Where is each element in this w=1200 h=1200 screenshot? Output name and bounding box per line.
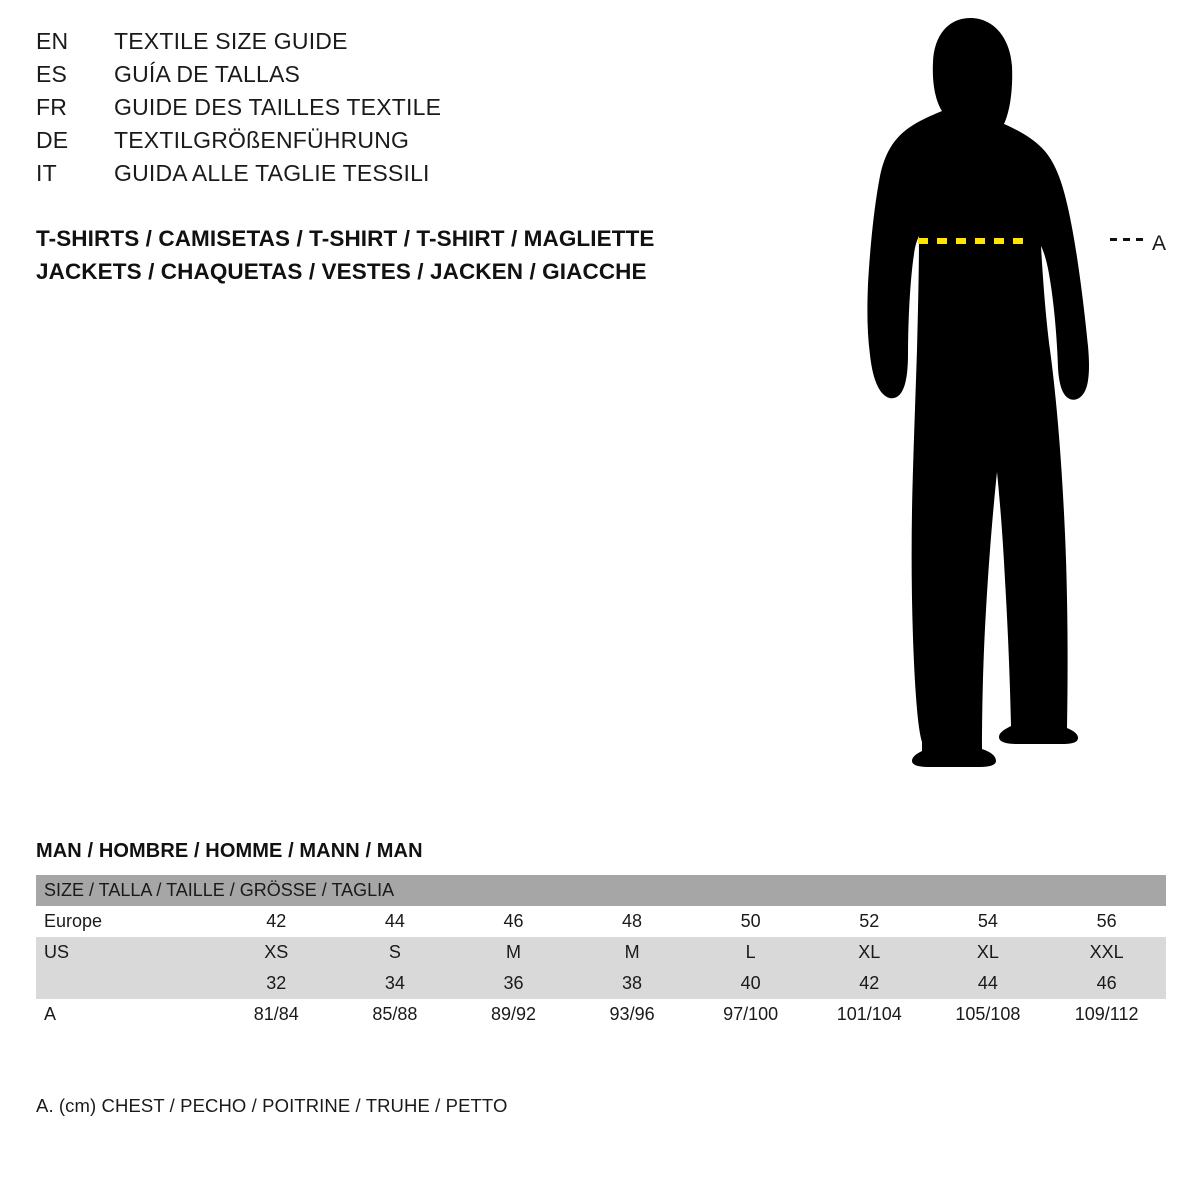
category-tshirts: T-SHIRTS / CAMISETAS / T-SHIRT / T-SHIRT / MAGLIETTE xyxy=(36,226,655,251)
cell: 44 xyxy=(977,973,998,993)
row-label: US xyxy=(44,942,70,962)
table-row xyxy=(36,937,1166,968)
cell: 81/84 xyxy=(253,1004,299,1024)
cell: 36 xyxy=(503,973,524,993)
table-header-row xyxy=(36,875,1166,906)
list-item xyxy=(36,61,736,94)
cell: 89/92 xyxy=(490,1004,536,1024)
cell: 105/108 xyxy=(955,1004,1021,1024)
cell: 109/112 xyxy=(1074,1004,1139,1024)
language-code: EN xyxy=(36,28,69,54)
cell: 40 xyxy=(740,973,761,993)
cell: XL xyxy=(976,942,999,962)
list-item xyxy=(36,28,736,61)
cell: 46 xyxy=(503,911,524,931)
table-title: MAN / HOMBRE / HOMME / MANN / MAN xyxy=(36,840,423,862)
cell: S xyxy=(388,942,401,962)
language-list xyxy=(36,28,736,193)
measure-label-a: A xyxy=(1152,232,1167,255)
row-label: Europe xyxy=(44,911,103,931)
table-row xyxy=(36,999,1166,1030)
cell: 32 xyxy=(266,973,287,993)
measure-leader-dashes xyxy=(1110,238,1144,241)
cell: 44 xyxy=(384,911,405,931)
cell: 93/96 xyxy=(609,1004,655,1024)
row-label xyxy=(36,968,217,999)
figure-illustration xyxy=(820,10,1190,800)
language-title: GUÍA DE TALLAS xyxy=(114,61,301,87)
cell: XXL xyxy=(1089,942,1124,962)
language-code: IT xyxy=(36,160,57,186)
language-title: TEXTILGRÖßENFÜHRUNG xyxy=(114,127,410,153)
cell: 42 xyxy=(859,973,880,993)
cell: 54 xyxy=(977,911,998,931)
list-item xyxy=(36,127,736,160)
table-row xyxy=(36,968,1166,999)
cell: 97/100 xyxy=(723,1004,779,1024)
cell: M xyxy=(624,942,640,962)
cell: 50 xyxy=(740,911,761,931)
cell: 38 xyxy=(622,973,643,993)
cell: M xyxy=(505,942,521,962)
table-header-label: SIZE / TALLA / TAILLE / GRÖSSE / TAGLIA xyxy=(36,875,1166,906)
language-title: GUIDA ALLE TAGLIE TESSILI xyxy=(114,160,430,186)
male-silhouette-icon xyxy=(820,10,1190,800)
size-table-section xyxy=(36,840,1166,1030)
language-code: FR xyxy=(36,94,68,120)
cell: L xyxy=(745,942,756,962)
list-item xyxy=(36,94,736,127)
language-code: ES xyxy=(36,61,68,87)
cell: 46 xyxy=(1096,973,1117,993)
language-title: GUIDE DES TAILLES TEXTILE xyxy=(114,94,442,120)
category-jackets: JACKETS / CHAQUETAS / VESTES / JACKEN / GIACCHE xyxy=(36,259,647,284)
cell: 42 xyxy=(266,911,287,931)
row-label: A xyxy=(44,1004,57,1024)
cell: 48 xyxy=(622,911,643,931)
table-row xyxy=(36,906,1166,937)
cell: 85/88 xyxy=(372,1004,418,1024)
cell: 52 xyxy=(859,911,880,931)
list-item xyxy=(36,160,736,193)
language-code: DE xyxy=(36,127,69,153)
footnote: A. (cm) CHEST / PECHO / POITRINE / TRUHE / PETTO xyxy=(36,1095,508,1116)
garment-categories xyxy=(36,222,816,288)
cell: 56 xyxy=(1096,911,1117,931)
cell: XS xyxy=(264,942,289,962)
language-title: TEXTILE SIZE GUIDE xyxy=(114,28,348,54)
cell: XL xyxy=(858,942,881,962)
size-table xyxy=(36,875,1166,1030)
cell: 34 xyxy=(384,973,405,993)
cell: 101/104 xyxy=(836,1004,902,1024)
